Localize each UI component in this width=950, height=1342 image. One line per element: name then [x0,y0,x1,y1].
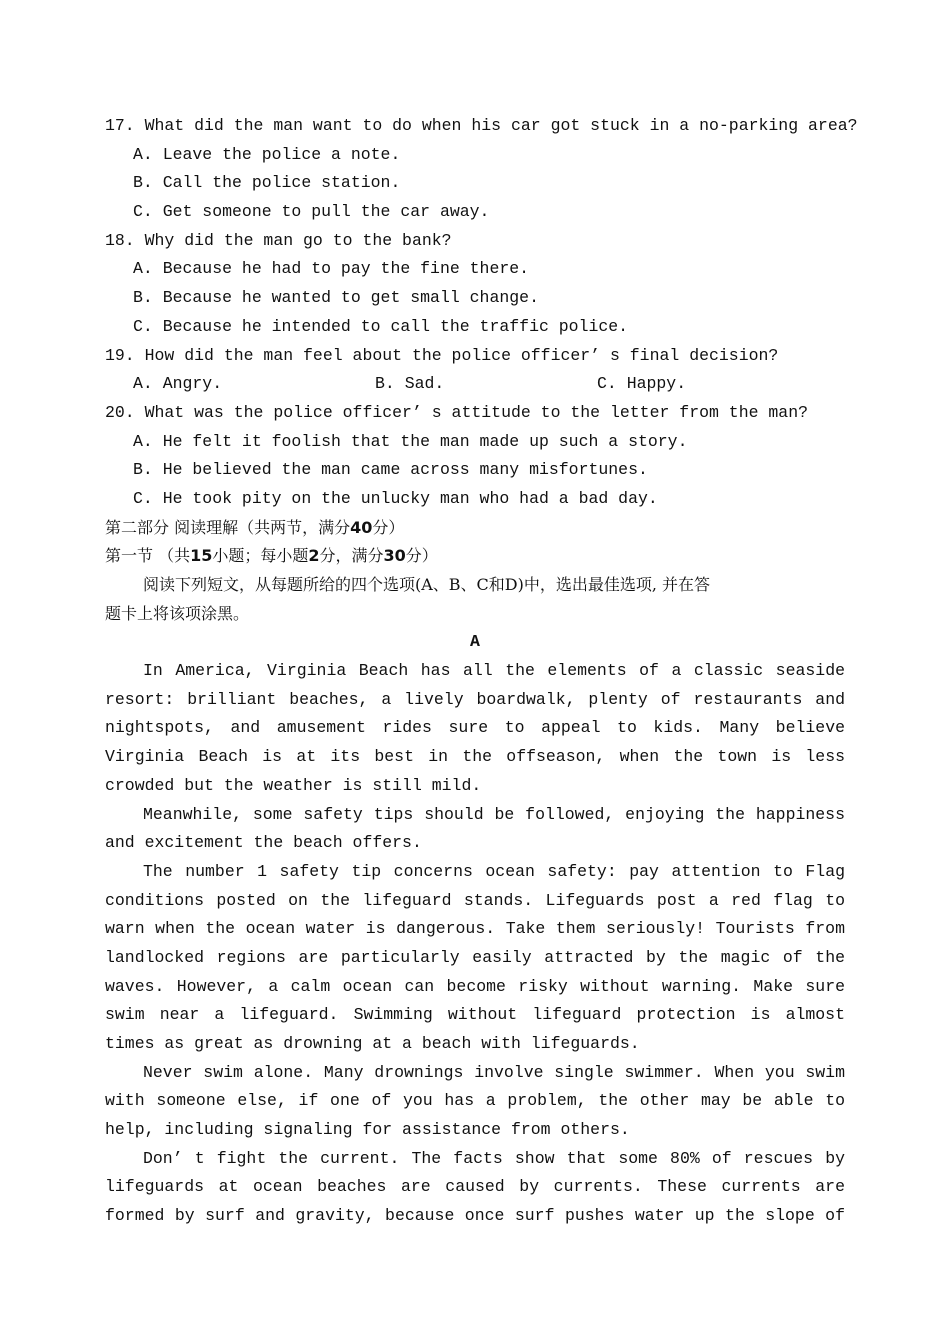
option: B. Sad. [375,374,445,394]
passage-line: The number 1 safety tip concerns ocean safety: pay attention to Flag [143,861,845,881]
question-20: 20. What was the police officer’ s attitude to the letter from the man? [105,402,809,422]
option: A. Angry. [133,374,223,394]
option: B. Call the police station. [133,173,401,193]
passage-line: warn when the ocean water is dangerous. Take them seriously! Tourists from [105,919,845,939]
passage-line: waves. However, a calm ocean can become risky without warning. Make sure [105,976,845,996]
passage-line: Don’ t fight the current. The facts show that some 80% of rescues by [143,1148,845,1168]
option: A. Leave the police a note. [133,144,401,164]
passage-line: times as great as drowning at a beach with lifeguards. [105,1034,640,1053]
option: B. He believed the man came across many misfortunes. [133,460,648,480]
option: B. Because he wanted to get small change. [133,288,539,308]
passage-line: and excitement the beach offers. [105,833,422,853]
question-19: 19. How did the man feel about the police officer’ s final decision? [105,345,779,365]
option: C. Happy. [597,374,687,394]
question-17: 17. What did the man want to do when his car got stuck in a no-parking area? [105,116,858,135]
option: C. Because he intended to call the traffic police. [133,316,629,336]
passage-line: help, including signaling for assistance from others. [105,1120,630,1140]
passage-line: Virginia Beach is at its best in the offseason, when the town is less [105,747,845,767]
passage-line: crowded but the weather is still mild. [105,775,482,795]
instruction-line: 阅读下列短文，从每题所给的四个选项(A、B、C和D)中，选出最佳选项, 并在答 [143,575,711,594]
section-title: 第一节 （共15小题；每小题2分，满分30分） [105,546,438,566]
option: C. He took pity on the unlucky man who had a bad day. [133,488,658,508]
passage-line: formed by surf and gravity, because once surf pushes water up the slope of [105,1206,845,1226]
exam-page [105,112,858,1231]
passage-line: swim near a lifeguard. Swimming without lifeguard protection is almost [105,1005,845,1025]
passage-line: nightspots, and amusement rides sure to appeal to kids. Many believe [105,718,845,738]
option: A. He felt it foolish that the man made up such a story. [133,431,688,451]
option: A. Because he had to pay the fine there. [133,259,530,279]
instruction-line: 题卡上将该项涂黑。 [105,603,250,623]
part-title: 第二部分 阅读理解（共两节，满分40分） [105,517,405,537]
passage-line: conditions posted on the lifeguard stands. Lifeguards post a red flag to [105,890,845,910]
passage-line: Never swim alone. Many drownings involve single swimmer. When you swim [143,1062,845,1082]
passage [105,657,845,1231]
passage-line: Meanwhile, some safety tips should be followed, enjoying the happiness [143,804,845,824]
passage-label: A [470,632,480,652]
passage-line: In America, Virginia Beach has all the elements of a classic seaside [143,661,845,681]
passage-line: landlocked regions are particularly easily attracted by the magic of the [105,947,845,967]
passage-line: resort: brilliant beaches, a lively boardwalk, plenty of restaurants and [105,689,845,709]
passage-line: lifeguards at ocean beaches are caused by currents. These currents are [105,1177,845,1197]
passage-line: with someone else, if one of you has a problem, the other may be able to [105,1091,845,1111]
option: C. Get someone to pull the car away. [133,202,490,222]
options-row [105,370,845,399]
question-18: 18. Why did the man go to the bank? [105,230,452,250]
